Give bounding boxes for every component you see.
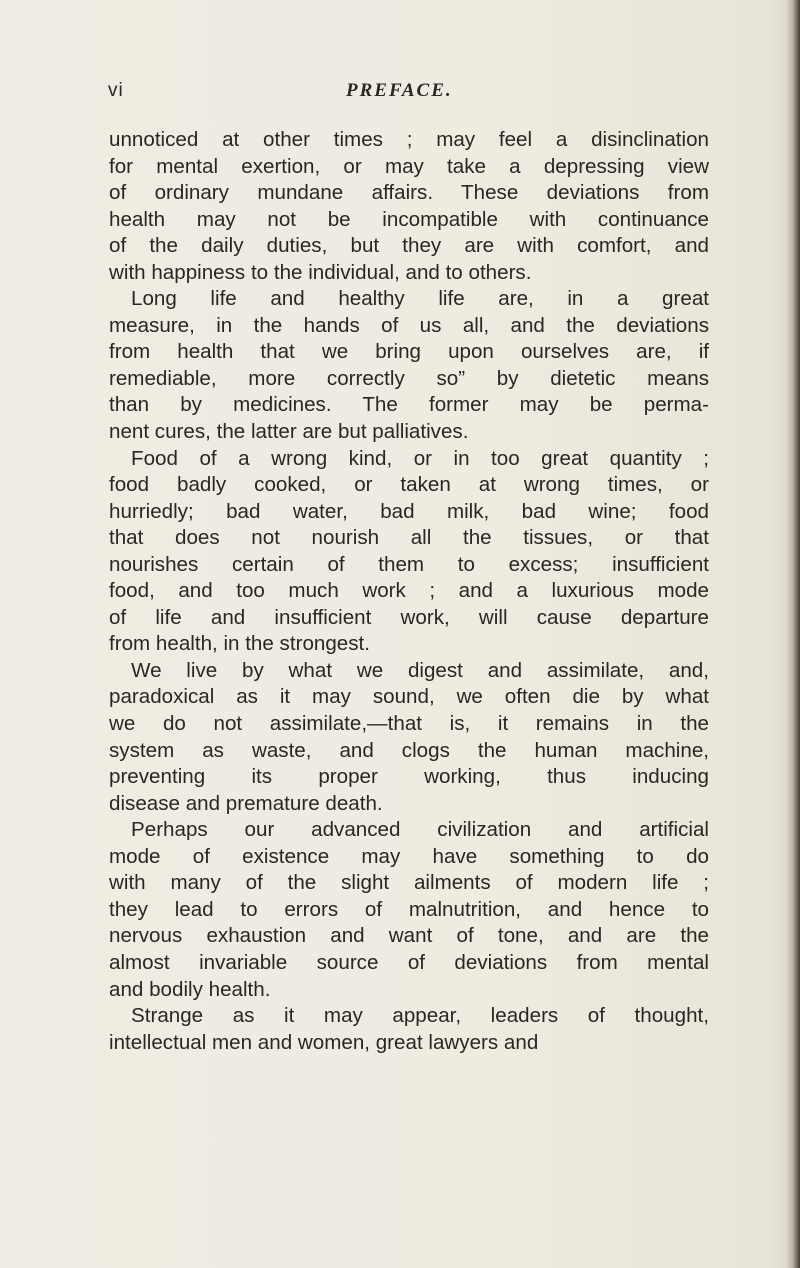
text-line: for mental exertion, or may take a depressing view: [109, 154, 709, 178]
text-line: and bodily health.: [109, 977, 271, 1001]
text-line: almost invariable source of deviations from mental: [109, 950, 709, 974]
text-line: mode of existence may have something to do: [109, 844, 709, 868]
text-line: we do not assimilate,—that is, it remains in the: [109, 712, 709, 736]
text-line: We live by what we digest and assimilate, and,: [131, 658, 709, 682]
running-head: PREFACE.: [346, 80, 453, 101]
text-line: of life and insufficient work, will cause departure: [109, 605, 709, 629]
text-line: intellectual men and women, great lawyers and: [109, 1030, 539, 1054]
text-line: Strange as it may appear, leaders of thought,: [131, 1004, 709, 1028]
text-line: nourishes certain of them to excess; insufficient: [109, 552, 709, 576]
body-text: [109, 127, 709, 1056]
text-line: they lead to errors of malnutrition, and hence to: [109, 897, 709, 921]
text-line: Long life and healthy life are, in a great: [131, 287, 709, 311]
page-header: [0, 80, 800, 104]
text-line: remediable, more correctly so” by dietetic means: [109, 366, 709, 390]
text-line: food, and too much work ; and a luxurious mode: [109, 579, 709, 603]
text-line: unnoticed at other times ; may feel a disinclination: [109, 128, 709, 151]
text-line: with happiness to the individual, and to others.: [109, 260, 532, 284]
text-line: health may not be incompatible with continuance: [109, 207, 709, 231]
text-line: disease and premature death.: [109, 791, 383, 815]
text-line: nervous exhaustion and want of tone, and are the: [109, 924, 709, 948]
page-number: vi: [108, 80, 124, 101]
text-line: system as waste, and clogs the human machine,: [109, 738, 709, 762]
page-edge-shadow: [786, 0, 800, 1268]
text-line: with many of the slight ailments of modern life ;: [109, 871, 709, 895]
text-line: Perhaps our advanced civilization and artificial: [131, 818, 709, 842]
text-line: of the daily duties, but they are with comfort, and: [109, 234, 709, 258]
text-line: than by medicines. The former may be perma-: [109, 393, 709, 417]
text-line: paradoxical as it may sound, we often die by what: [109, 685, 709, 709]
text-line: from health, in the strongest.: [109, 632, 370, 656]
text-line: Food of a wrong kind, or in too great quantity ;: [131, 446, 709, 470]
text-line: that does not nourish all the tissues, or that: [109, 526, 709, 550]
text-line: nent cures, the latter are but palliatives.: [109, 420, 469, 444]
text-line: from health that we bring upon ourselves are, if: [109, 340, 709, 364]
text-line: hurriedly; bad water, bad milk, bad wine; food: [109, 499, 709, 523]
text-line: preventing its proper working, thus inducing: [109, 765, 709, 789]
text-line: food badly cooked, or taken at wrong times, or: [109, 473, 709, 497]
text-line: of ordinary mundane affairs. These deviations from: [109, 181, 709, 205]
text-line: measure, in the hands of us all, and the deviations: [109, 313, 709, 337]
